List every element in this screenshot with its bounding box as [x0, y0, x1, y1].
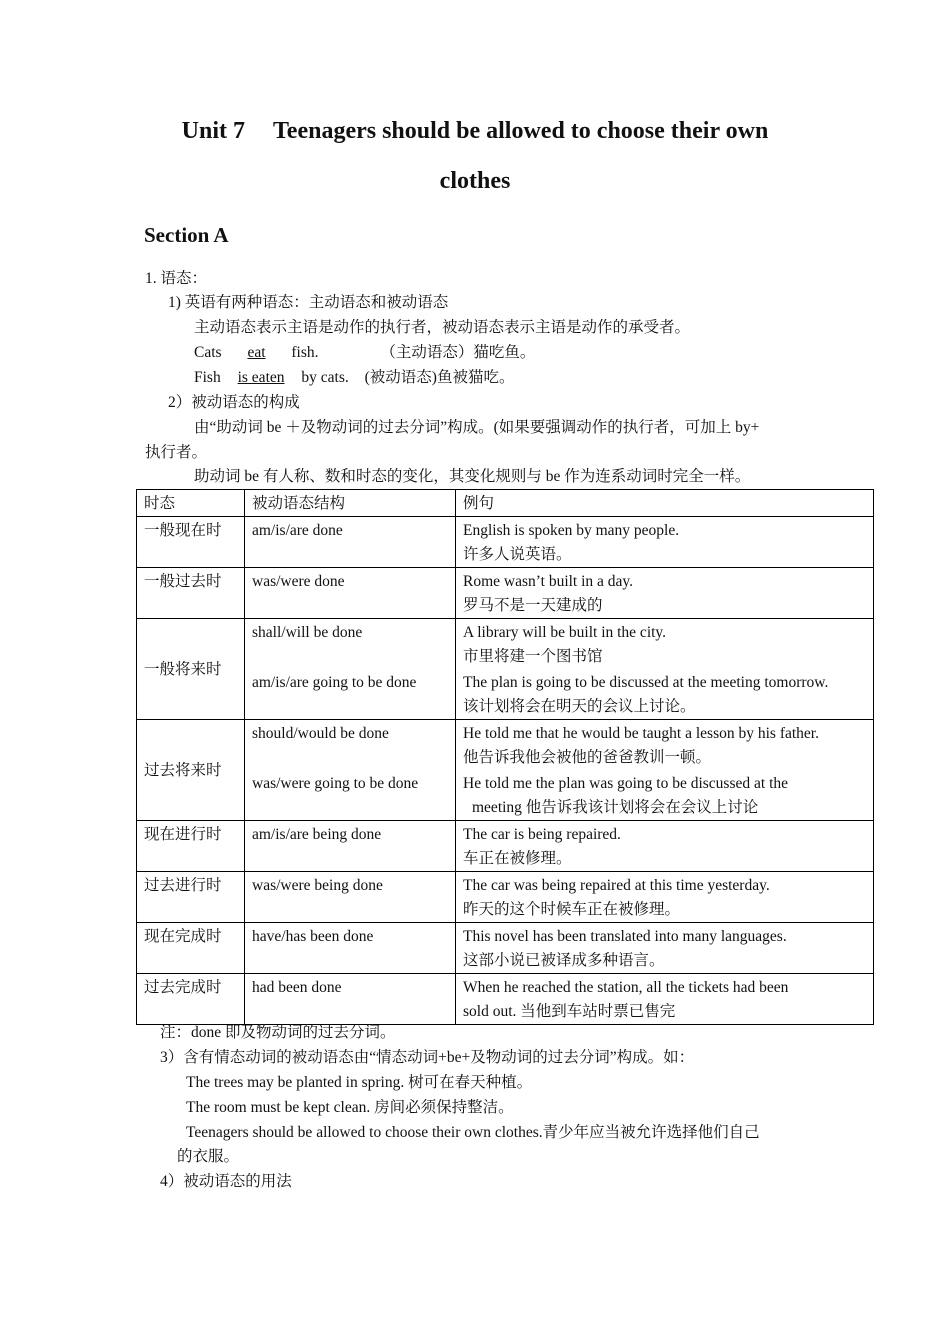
- table-header-row: [137, 490, 874, 517]
- modal-example-1: The trees may be planted in spring. 树可在春天种植。: [186, 1074, 533, 1091]
- header-structure: 被动语态结构: [245, 490, 456, 517]
- row-tense: 过去完成时: [137, 974, 245, 1025]
- example-passive: [194, 368, 514, 388]
- table-row: [137, 923, 874, 974]
- row-tense: 过去进行时: [137, 872, 245, 923]
- row-structure: was/were being done: [245, 872, 456, 923]
- row-tense: 过去将来时: [137, 720, 245, 821]
- example-active-note: （主动语态）猫吃鱼。: [380, 344, 536, 361]
- row-structure: am/is/are being done: [245, 821, 456, 872]
- table-row: [137, 517, 874, 568]
- done-note: 注：done 即及物动词的过去分词。: [160, 1024, 396, 1041]
- point-2-heading: 2）被动语态的构成: [168, 394, 300, 411]
- row-structure: should/would be done was/were going to be done: [245, 720, 456, 821]
- modal-example-3-cont: 的衣服。: [177, 1148, 240, 1165]
- row-example: This novel has been translated into many languages. 这部小说已被译成多种语言。: [456, 923, 874, 974]
- row-structure: am/is/are done: [245, 517, 456, 568]
- row-tense: 一般将来时: [137, 619, 245, 720]
- table-row: [137, 568, 874, 619]
- row-tense: 现在完成时: [137, 923, 245, 974]
- example-passive-note: (被动语态)鱼被猫吃。: [364, 369, 515, 386]
- row-structure: have/has been done: [245, 923, 456, 974]
- passive-structure-text-cont: 执行者。: [145, 444, 208, 461]
- voice-definition: 主动语态表示主语是动作的执行者，被动语态表示主语是动作的承受者。: [194, 319, 691, 336]
- row-example: The car is being repaired. 车正在被修理。: [456, 821, 874, 872]
- row-tense: 一般现在时: [137, 517, 245, 568]
- point-3-heading: 3）含有情态动词的被动语态由“情态动词+be+及物动词的过去分词”构成。如：: [160, 1049, 695, 1066]
- table-row: [137, 619, 874, 720]
- section-heading: Section A: [144, 223, 229, 247]
- point-4-heading: 4）被动语态的用法: [160, 1173, 292, 1190]
- row-tense: 一般过去时: [137, 568, 245, 619]
- modal-example-3: Teenagers should be allowed to choose their own clothes.青少年应当被允许选择他们自己: [186, 1124, 760, 1141]
- row-structure: was/were done: [245, 568, 456, 619]
- row-structure: shall/will be done am/is/are going to be done: [245, 619, 456, 720]
- item-1-voice: 1. 语态：: [145, 270, 208, 287]
- page-title-line-2: clothes: [439, 168, 511, 194]
- passive-structure-text: 由“助动词 be ＋及物动词的过去分词”构成。(如果要强调动作的执行者，可加上 by+: [194, 419, 760, 436]
- row-example: A library will be built in the city. 市里将建一个图书馆 The plan is going to be discussed at the meeting tomorrow. 该计划将会在明天的会议上讨论。: [456, 619, 874, 720]
- passive-voice-table: [136, 489, 874, 1025]
- modal-example-2: The room must be kept clean. 房间必须保持整洁。: [186, 1099, 514, 1116]
- point-1-heading: 1) 英语有两种语态：主动语态和被动语态: [168, 294, 449, 311]
- example-active: [194, 343, 535, 363]
- example-passive-agent: by cats.: [301, 369, 349, 386]
- page-title-line-1: [0, 118, 950, 145]
- table-row: [137, 974, 874, 1025]
- example-active-object: fish.: [291, 344, 319, 361]
- example-active-verb: eat: [247, 344, 266, 361]
- row-structure: had been done: [245, 974, 456, 1025]
- unit-number: Unit 7: [181, 118, 245, 144]
- row-example: Rome wasn’t built in a day. 罗马不是一天建成的: [456, 568, 874, 619]
- auxiliary-be-note: 助动词 be 有人称、数和时态的变化，其变化规则与 be 作为连系动词时完全一样。: [194, 468, 751, 485]
- header-example: 例句: [456, 490, 874, 517]
- row-example: English is spoken by many people. 许多人说英语。: [456, 517, 874, 568]
- example-passive-subject: Fish: [194, 369, 221, 386]
- unit-title: Teenagers should be allowed to choose their own: [272, 118, 769, 144]
- table-row: [137, 720, 874, 821]
- row-example: The car was being repaired at this time yesterday. 昨天的这个时候车正在被修理。: [456, 872, 874, 923]
- row-tense: 现在进行时: [137, 821, 245, 872]
- table-row: [137, 872, 874, 923]
- example-active-subject: Cats: [194, 344, 222, 361]
- header-tense: 时态: [137, 490, 245, 517]
- example-passive-verb: is eaten: [237, 369, 285, 386]
- row-example: He told me that he would be taught a lesson by his father. 他告诉我他会被他的爸爸教训一顿。 He told me the plan was going to be discussed at the meeting 他告诉我该计划将会在会议上讨论: [456, 720, 874, 821]
- table-row: [137, 821, 874, 872]
- row-example: When he reached the station, all the tickets had been sold out. 当他到车站时票已售完: [456, 974, 874, 1025]
